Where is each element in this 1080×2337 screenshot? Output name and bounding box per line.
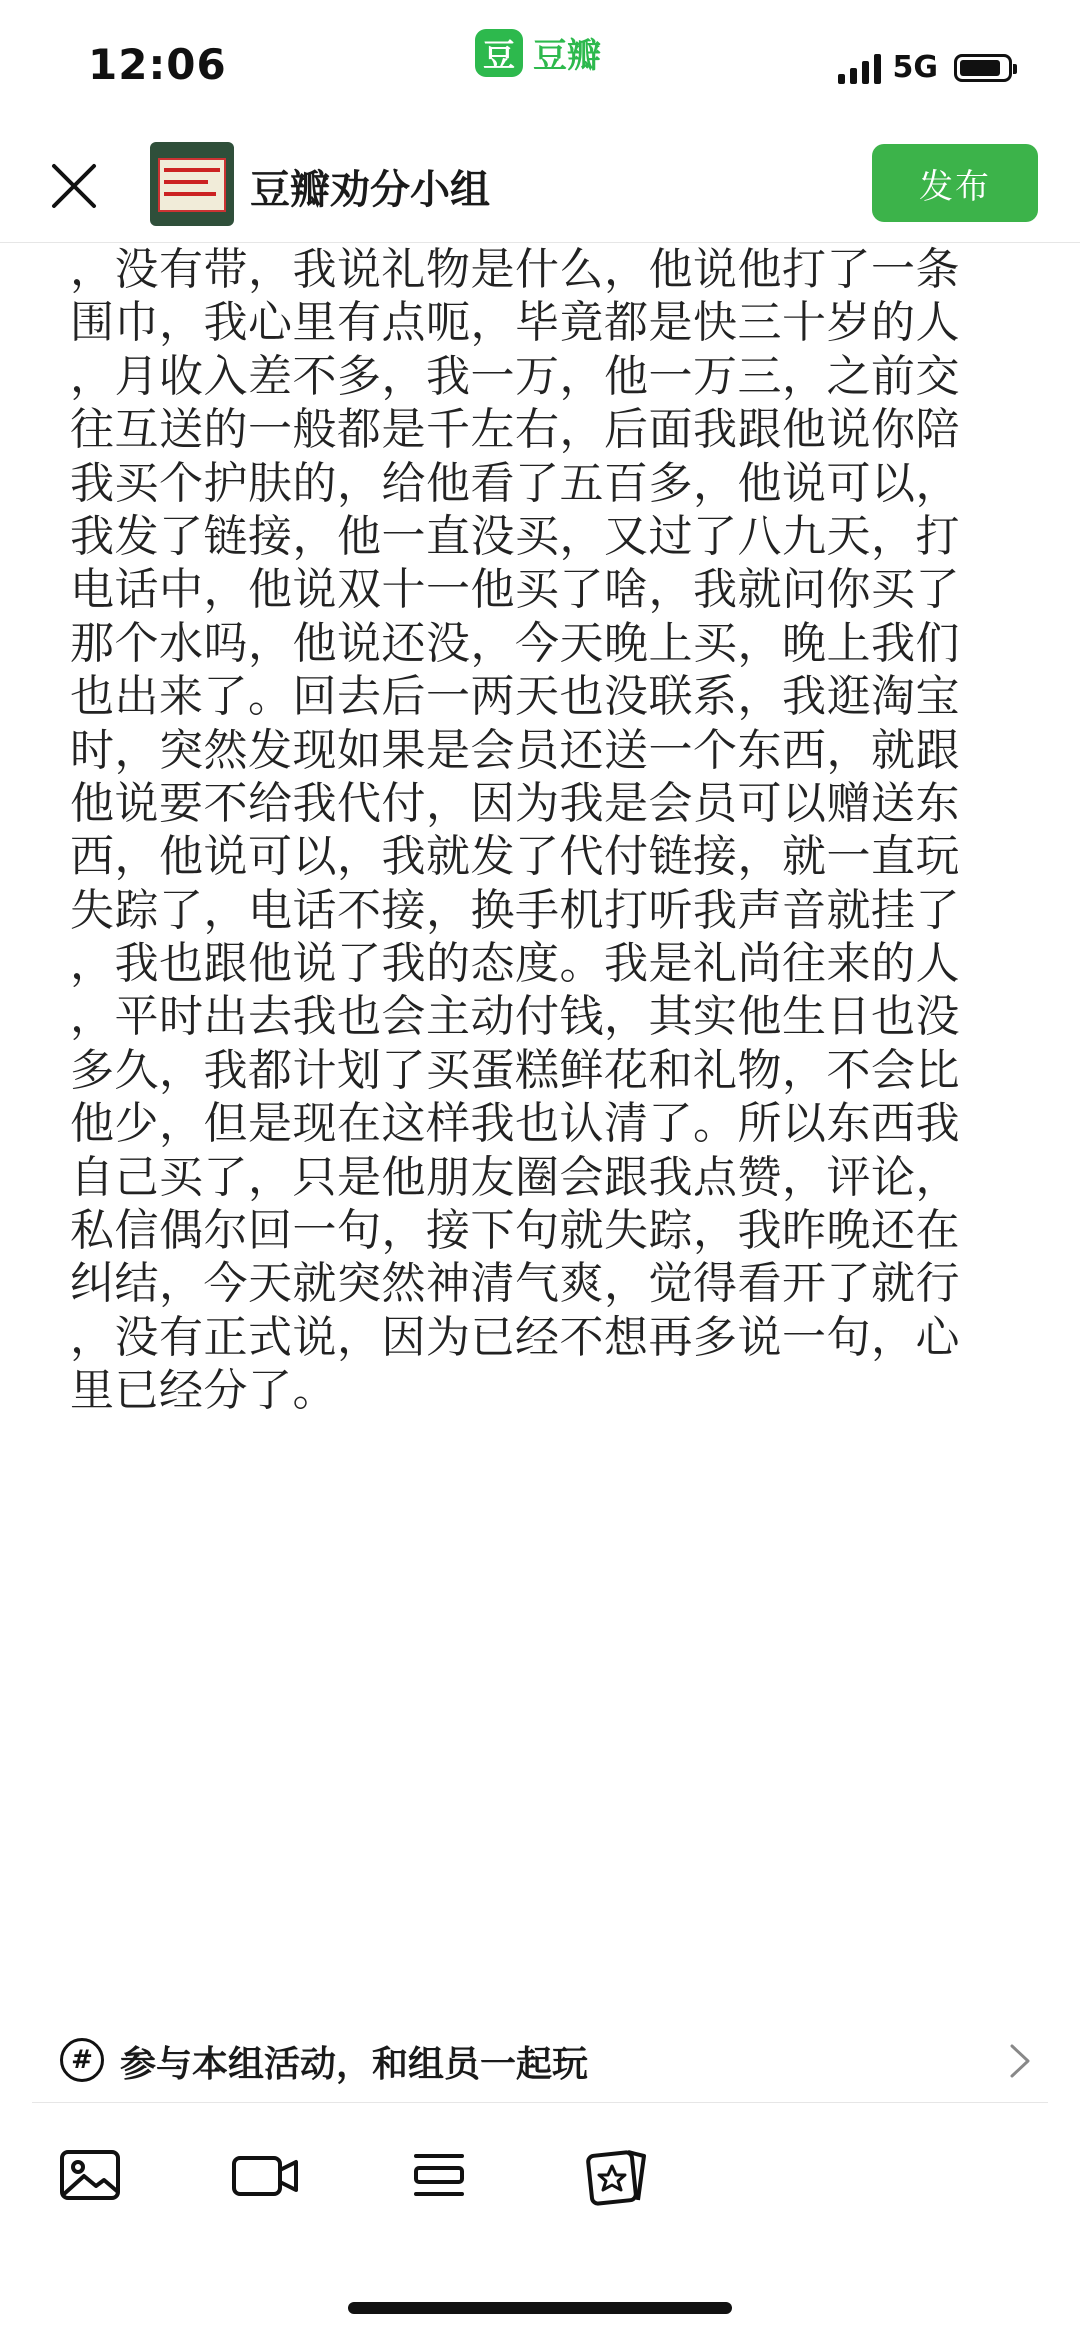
post-text-line: 多久，我都计划了买蛋糕鲜花和礼物，不会比 — [70, 1044, 960, 1096]
post-text-line: 他说要不给我代付，因为我是会员可以赠送东 — [70, 777, 960, 829]
activity-label: 参与本组活动，和组员一起玩 — [120, 2044, 589, 2085]
post-text-line: 那个水吗，他说还没，今天晚上买，晚上我们 — [70, 617, 960, 669]
signal-icon — [838, 52, 881, 84]
post-text-line: 往互送的一般都是千左右，后面我跟他说你陪 — [70, 404, 960, 456]
battery-icon — [954, 54, 1012, 82]
post-text-line: ，没有带，我说礼物是什么，他说他打了一条 — [70, 244, 960, 295]
text-format-icon[interactable] — [404, 2140, 474, 2210]
post-text-line: 围巾，我心里有点呃，毕竟都是快三十岁的人 — [70, 297, 960, 349]
status-bar — [0, 0, 1080, 130]
close-icon[interactable] — [48, 160, 100, 212]
home-indicator[interactable] — [348, 2302, 732, 2314]
post-text-line: ，月收入差不多，我一万，他一万三，之前交 — [70, 350, 960, 402]
post-text-line: ，平时出去我也会主动付钱，其实他生日也没 — [70, 991, 960, 1043]
post-text-line: 我发了链接，他一直没买，又过了八九天，打 — [70, 510, 960, 562]
douban-logo-icon: 豆 — [475, 29, 523, 77]
post-text-line: 他少，但是现在这样我也认清了。所以东西我 — [70, 1098, 960, 1150]
post-text-line: 里已经分了。 — [70, 1365, 337, 1417]
post-text-line: 纠结，今天就突然神清气爽，觉得看开了就行 — [70, 1258, 960, 1310]
publish-button[interactable]: 发布 — [872, 144, 1038, 222]
post-body[interactable] — [70, 243, 1020, 1418]
sticker-icon[interactable] — [582, 2140, 652, 2210]
image-icon[interactable] — [56, 2140, 126, 2210]
avatar-sign-picture — [158, 158, 226, 212]
post-text-line: 私信偶尔回一句，接下句就失踪，我昨晚还在 — [70, 1205, 960, 1257]
network-type: 5G — [892, 50, 938, 85]
post-text-line: 西，他说可以，我就发了代付链接，就一直玩 — [70, 831, 960, 883]
post-text-line: 失踪了，电话不接，换手机打听我声音就挂了 — [70, 884, 960, 936]
group-title[interactable]: 豆瓣劝分小组 — [250, 167, 490, 213]
app-name: 豆瓣 — [533, 36, 601, 76]
video-icon[interactable] — [230, 2140, 300, 2210]
post-text-line: ，没有正式说，因为已经不想再多说一句，心 — [70, 1311, 960, 1363]
group-avatar[interactable] — [150, 142, 234, 226]
editor-toolbar — [0, 2108, 1080, 2258]
status-time: 12:06 — [88, 40, 227, 89]
hashtag-icon: # — [60, 2038, 104, 2082]
post-text-line: 也出来了。回去后一两天也没联系，我逛淘宝 — [70, 671, 960, 723]
post-text-line: 电话中，他说双十一他买了啥，我就问你买了 — [70, 564, 960, 616]
post-header — [0, 130, 1080, 243]
chevron-right-icon — [1008, 2042, 1032, 2080]
post-text-line: 自己买了，只是他朋友圈会跟我点赞，评论， — [70, 1151, 960, 1203]
status-indicators — [838, 50, 1013, 85]
post-text-line: ，我也跟他说了我的态度。我是礼尚往来的人 — [70, 938, 960, 990]
app-badge — [475, 28, 601, 77]
post-text-line: 我买个护肤的，给他看了五百多，他说可以， — [70, 457, 960, 509]
post-text-line: 时，突然发现如果是会员还送一个东西，就跟 — [70, 724, 960, 776]
group-activity-row[interactable] — [32, 2020, 1048, 2103]
